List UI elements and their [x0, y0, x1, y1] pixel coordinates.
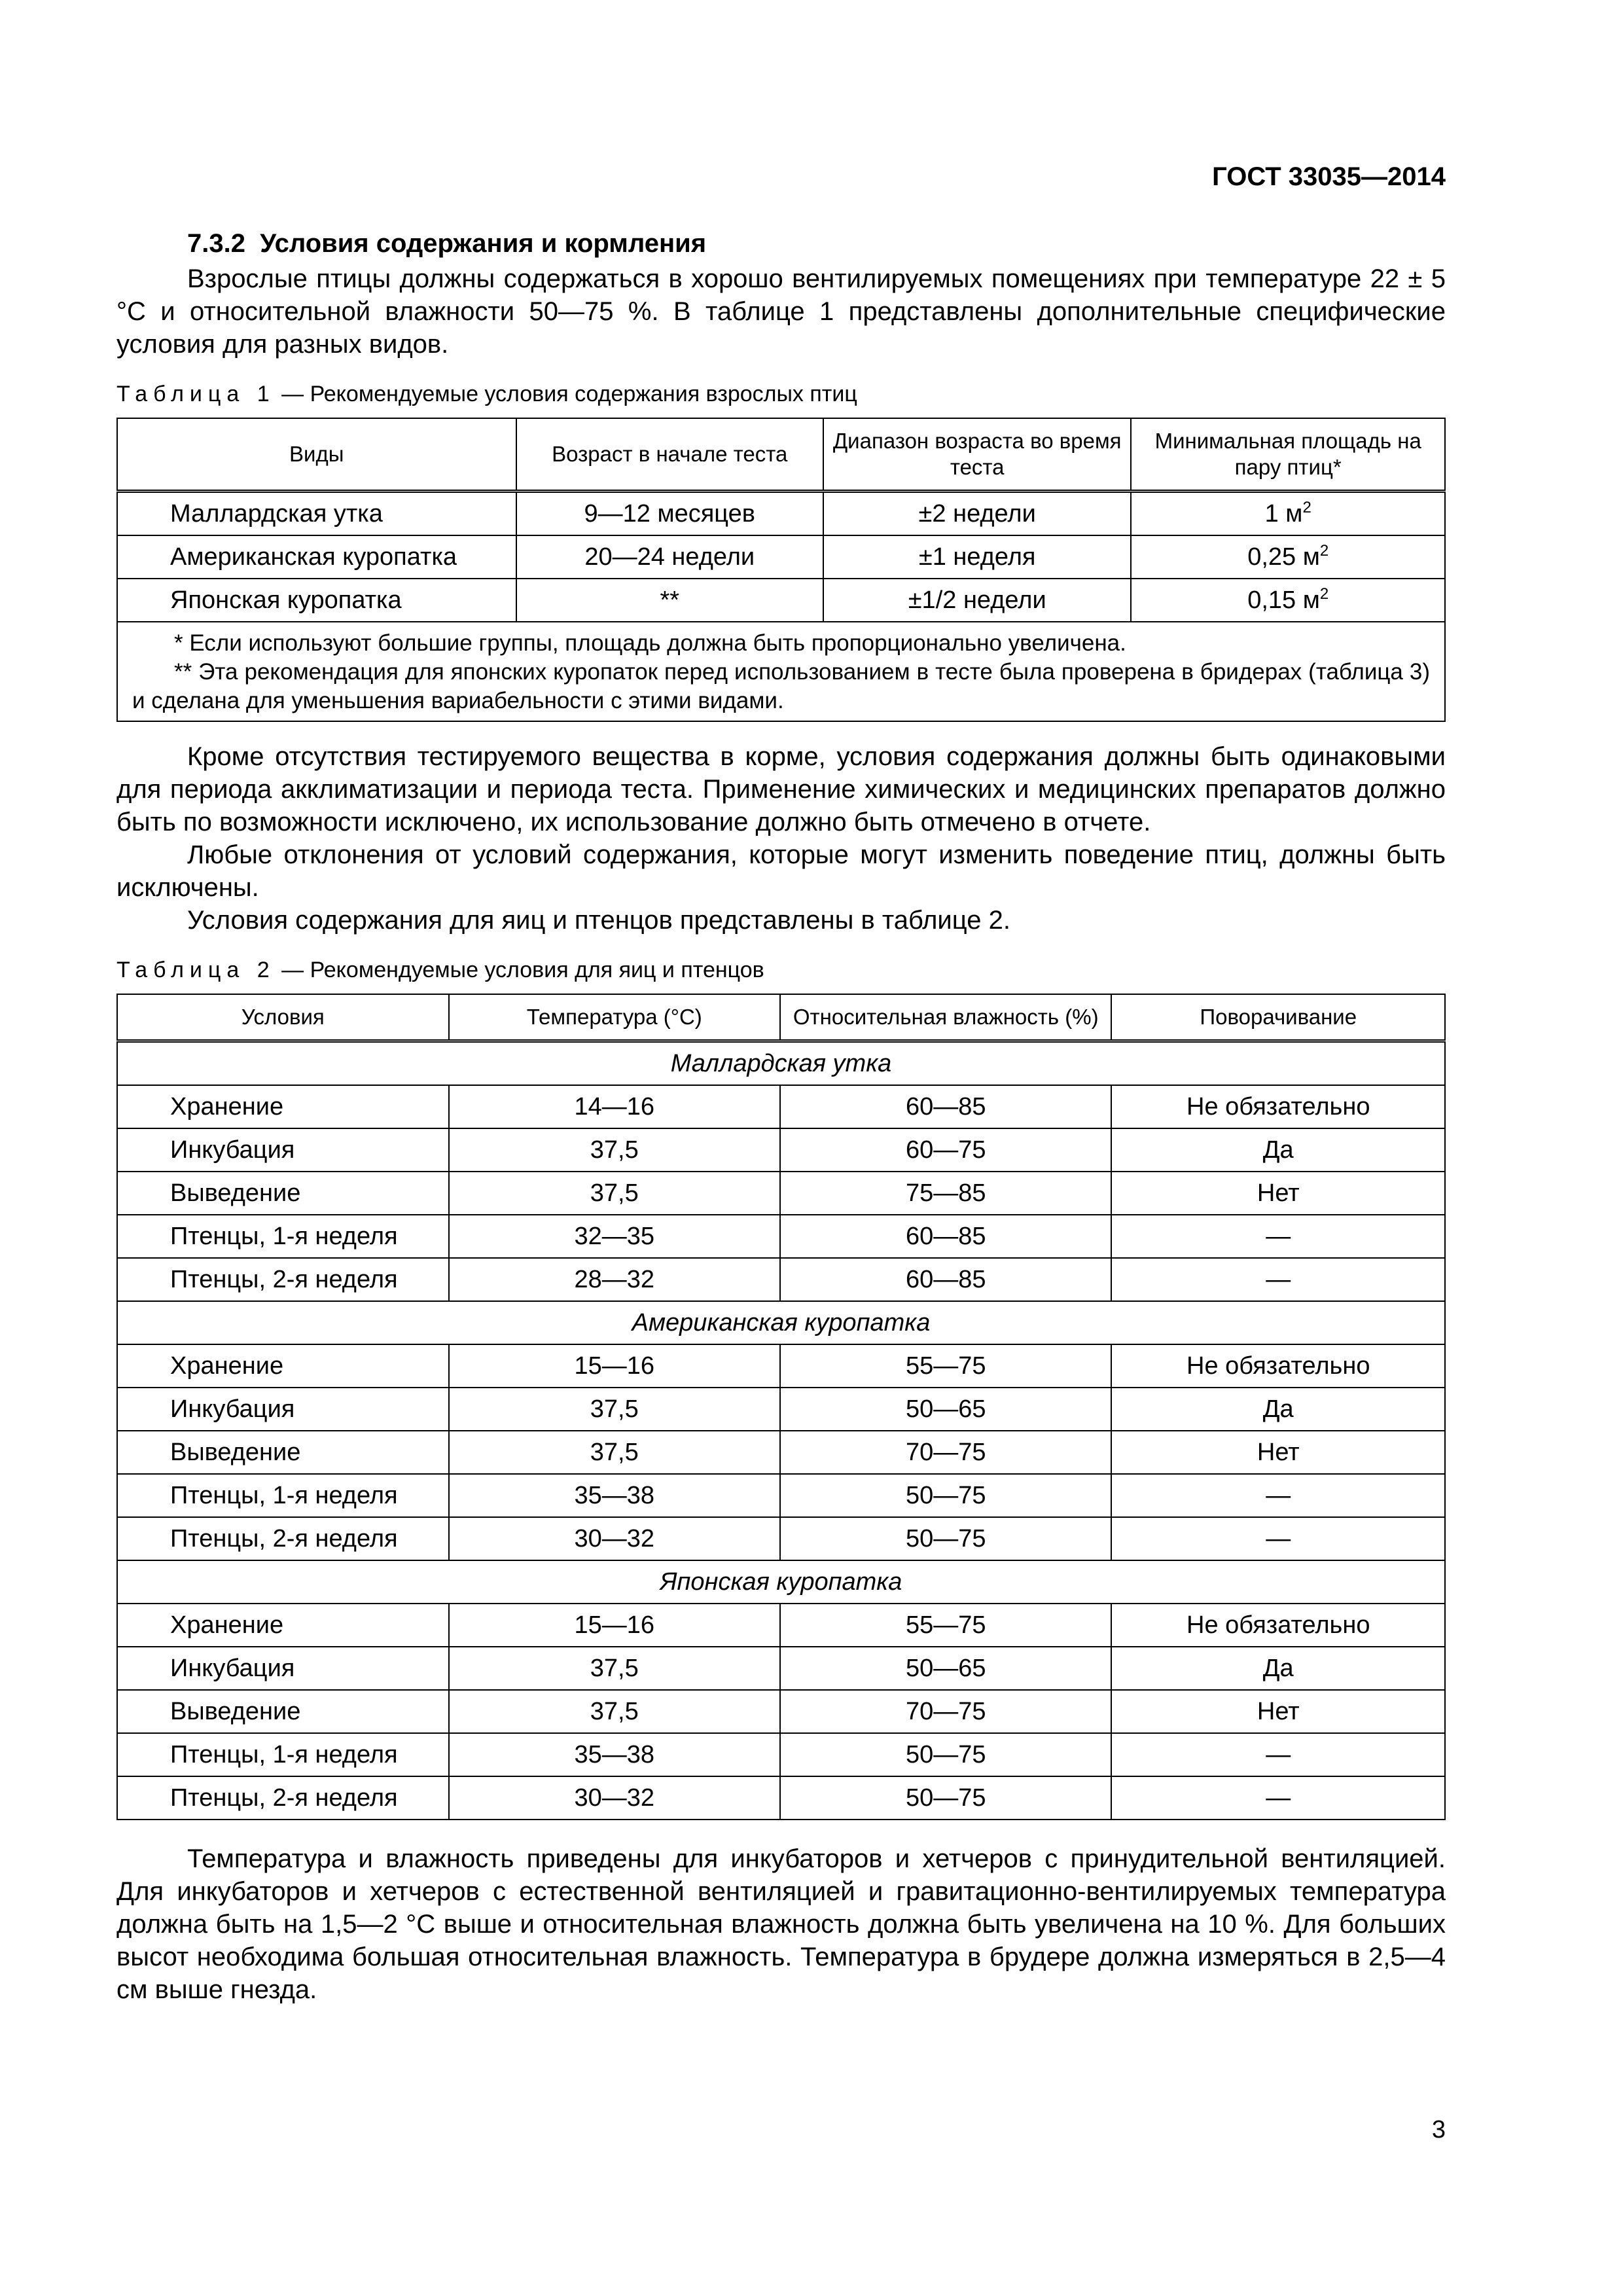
age-range-cell: ±1/2 недели [823, 579, 1131, 622]
condition-cell: Хранение [117, 1085, 449, 1128]
temperature-cell: 15—16 [449, 1604, 780, 1647]
temperature-cell: 37,5 [449, 1172, 780, 1215]
table1-header-cell: Диапазон возраста во время теста [823, 418, 1131, 492]
species-cell: Американская куропатка [117, 535, 516, 579]
table-row [117, 1215, 1445, 1258]
intro-paragraph: Взрослые птицы должны содержаться в хорошо вентилируемых помещениях при температуре 22 ± 5 °C и относительной влажности 50—75 %. В таблице 1 представлены дополнительные специфические условия для разных видов. [116, 264, 1446, 359]
table1-header-cell: Возраст в начале теста [516, 418, 823, 492]
condition-cell: Хранение [117, 1604, 449, 1647]
table2-caption-text: — Рекомендуемые условия для яиц и птенцов [275, 958, 764, 982]
humidity-cell: 70—75 [780, 1431, 1111, 1474]
body-paragraph: Условия содержания для яиц и птенцов представлены в таблице 2. [187, 906, 1010, 935]
table-row [117, 1733, 1445, 1776]
turning-cell: Нет [1111, 1172, 1445, 1215]
species-group-label: Маллардская утка [117, 1041, 1445, 1086]
temperature-cell: 30—32 [449, 1517, 780, 1560]
condition-cell: Инкубация [117, 1128, 449, 1172]
table1-caption-label: Таблица 1 [116, 382, 276, 406]
table-row [117, 1344, 1445, 1388]
body-paragraph: Любые отклонения от условий содержания, которые могут изменить поведение птиц, должны быть исключены. [116, 840, 1446, 902]
humidity-cell: 55—75 [780, 1604, 1111, 1647]
table2-header-cell: Температура (°С) [449, 994, 780, 1041]
condition-cell: Птенцы, 1-я неделя [117, 1474, 449, 1517]
species-cell: Маллардская утка [117, 492, 516, 536]
species-cell: Японская куропатка [117, 579, 516, 622]
table1-header-cell: Виды [117, 418, 516, 492]
temperature-cell: 37,5 [449, 1128, 780, 1172]
turning-cell: — [1111, 1474, 1445, 1517]
turning-cell: Нет [1111, 1690, 1445, 1733]
temperature-cell: 28—32 [449, 1258, 780, 1301]
turning-cell: — [1111, 1776, 1445, 1820]
page-number: 3 [1431, 2116, 1446, 2144]
age-range-cell: ±1 неделя [823, 535, 1131, 579]
turning-cell: — [1111, 1733, 1445, 1776]
table-row [117, 1258, 1445, 1301]
table2-header-cell: Условия [117, 994, 449, 1041]
temperature-cell: 35—38 [449, 1733, 780, 1776]
temperature-cell: 37,5 [449, 1388, 780, 1431]
humidity-cell: 50—75 [780, 1474, 1111, 1517]
area-cell [1131, 535, 1445, 579]
temperature-cell: 15—16 [449, 1344, 780, 1388]
humidity-cell: 75—85 [780, 1172, 1111, 1215]
condition-cell: Птенцы, 2-я неделя [117, 1258, 449, 1301]
table-row [117, 1431, 1445, 1474]
table1-notes [117, 622, 1445, 721]
section-title: Условия содержания и кормления [260, 229, 707, 258]
area-unit-exponent: 2 [1319, 541, 1329, 560]
footnote: * Если используют большие группы, площадь должна быть пропорционально увеличена. [174, 630, 1126, 656]
closing-paragraph: Температура и влажность приведены для инкубаторов и хетчеров с принудительной вентиляцией. Для инкубаторов и хетчеров с естественной вентиляцией и гравитационно-вентилируемых температура должна быть на 1,5—2 °С выше и относительная влажность должна быть увеличена на 10 %. Для больших высот необходима большая относительная влажность. Температура в брудере должна измеряться в 2,5—4 см выше гнезда. [116, 1844, 1446, 2004]
humidity-cell: 60—75 [780, 1128, 1111, 1172]
condition-cell: Выведение [117, 1431, 449, 1474]
area-value: 1 м [1264, 499, 1303, 528]
species-group-label: Японская куропатка [117, 1560, 1445, 1604]
table1-header-cell: Минимальная площадь на пару птиц* [1131, 418, 1445, 492]
condition-cell: Птенцы, 2-я неделя [117, 1776, 449, 1820]
area-unit-exponent: 2 [1302, 498, 1311, 516]
age-start-cell: ** [516, 579, 823, 622]
condition-cell: Инкубация [117, 1388, 449, 1431]
table-row [117, 1517, 1445, 1560]
table-row [117, 492, 1445, 536]
area-cell [1131, 579, 1445, 622]
humidity-cell: 60—85 [780, 1085, 1111, 1128]
temperature-cell: 32—35 [449, 1215, 780, 1258]
area-unit-exponent: 2 [1319, 584, 1329, 603]
temperature-cell: 14—16 [449, 1085, 780, 1128]
turning-cell: Не обязательно [1111, 1604, 1445, 1647]
humidity-cell: 60—85 [780, 1258, 1111, 1301]
table-row [117, 1474, 1445, 1517]
humidity-cell: 60—85 [780, 1215, 1111, 1258]
table1 [116, 418, 1446, 722]
temperature-cell: 35—38 [449, 1474, 780, 1517]
table-row [117, 1604, 1445, 1647]
age-start-cell: 20—24 недели [516, 535, 823, 579]
age-start-cell: 9—12 месяцев [516, 492, 823, 536]
table2 [116, 994, 1446, 1820]
condition-cell: Птенцы, 1-я неделя [117, 1733, 449, 1776]
table-row [117, 579, 1445, 622]
table2-caption-label: Таблица 2 [116, 958, 276, 982]
table-group-row [117, 1560, 1445, 1604]
table1-caption [116, 382, 1446, 407]
humidity-cell: 50—65 [780, 1388, 1111, 1431]
table-row [117, 535, 1445, 579]
temperature-cell: 37,5 [449, 1431, 780, 1474]
humidity-cell: 50—65 [780, 1647, 1111, 1690]
turning-cell: Не обязательно [1111, 1344, 1445, 1388]
temperature-cell: 37,5 [449, 1690, 780, 1733]
turning-cell: — [1111, 1258, 1445, 1301]
humidity-cell: 50—75 [780, 1733, 1111, 1776]
condition-cell: Хранение [117, 1344, 449, 1388]
species-group-label: Американская куропатка [117, 1301, 1445, 1344]
area-value: 0,15 м [1247, 586, 1320, 614]
table-row [117, 1388, 1445, 1431]
table2-caption [116, 958, 1446, 983]
section-heading [116, 229, 1446, 259]
turning-cell: — [1111, 1215, 1445, 1258]
turning-cell: Да [1111, 1647, 1445, 1690]
table2-header-cell: Поворачивание [1111, 994, 1445, 1041]
table-row [117, 1085, 1445, 1128]
table1-header-row [117, 418, 1445, 492]
turning-cell: Да [1111, 1128, 1445, 1172]
humidity-cell: 50—75 [780, 1517, 1111, 1560]
table-row [117, 1776, 1445, 1820]
page-content [116, 229, 1446, 2006]
turning-cell: Не обязательно [1111, 1085, 1445, 1128]
table-group-row [117, 1041, 1445, 1086]
turning-cell: — [1111, 1517, 1445, 1560]
table1-caption-text: — Рекомендуемые условия содержания взрослых птиц [275, 382, 857, 406]
temperature-cell: 30—32 [449, 1776, 780, 1820]
humidity-cell: 50—75 [780, 1776, 1111, 1820]
condition-cell: Выведение [117, 1690, 449, 1733]
area-value: 0,25 м [1247, 543, 1320, 571]
table-row [117, 1647, 1445, 1690]
humidity-cell: 55—75 [780, 1344, 1111, 1388]
table-row [117, 1172, 1445, 1215]
table-group-row [117, 1301, 1445, 1344]
table2-header-row [117, 994, 1445, 1041]
condition-cell: Выведение [117, 1172, 449, 1215]
section-number: 7.3.2 [187, 229, 245, 258]
condition-cell: Птенцы, 1-я неделя [117, 1215, 449, 1258]
age-range-cell: ±2 недели [823, 492, 1131, 536]
table1-notes-row [117, 622, 1445, 721]
condition-cell: Птенцы, 2-я неделя [117, 1517, 449, 1560]
table2-header-cell: Относительная влажность (%) [780, 994, 1111, 1041]
turning-cell: Да [1111, 1388, 1445, 1431]
document-code: ГОСТ 33035—2014 [1212, 162, 1446, 191]
body-paragraph: Кроме отсутствия тестируемого вещества в корме, условия содержания должны быть одинаковыми для периода акклиматизации и периода теста. Применение химических и медицинских препаратов должно быть по возможности исключено, их использование должно быть отмечено в отчете. [116, 742, 1446, 836]
humidity-cell: 70—75 [780, 1690, 1111, 1733]
area-cell [1131, 492, 1445, 536]
temperature-cell: 37,5 [449, 1647, 780, 1690]
table2-body [117, 1041, 1445, 1820]
footnote: ** Эта рекомендация для японских куропаток перед использованием в тесте была проверена в бридерах (таблица 3) и сделана для уменьшения вариабельности с этими видами. [132, 659, 1430, 713]
turning-cell: Нет [1111, 1431, 1445, 1474]
table-row [117, 1690, 1445, 1733]
condition-cell: Инкубация [117, 1647, 449, 1690]
table-row [117, 1128, 1445, 1172]
